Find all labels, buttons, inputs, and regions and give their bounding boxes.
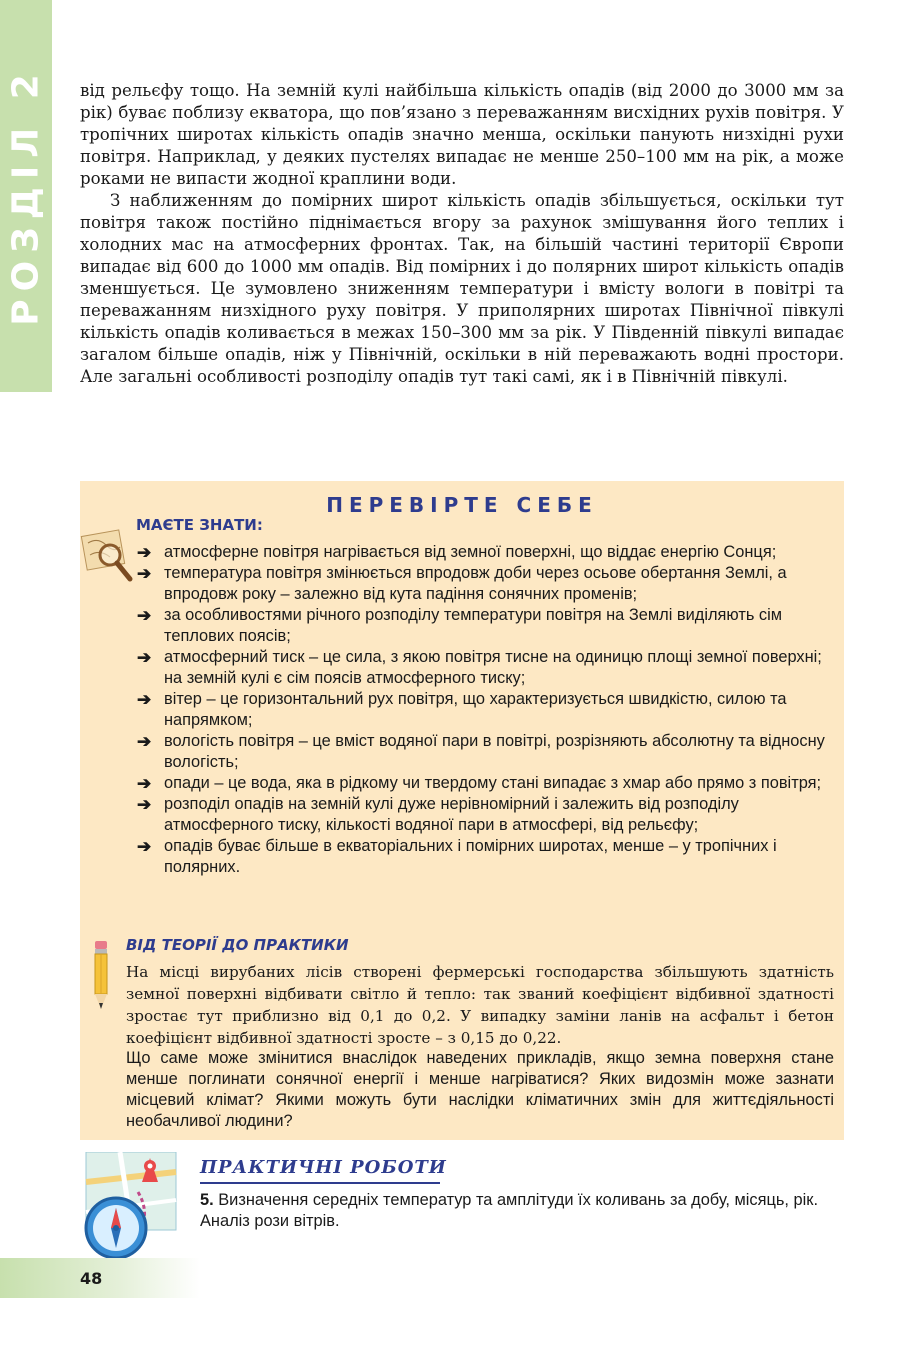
list-item: ➔ атмосферний тиск – це сила, з якою повітря тисне на одиницю площі земної поверхні; на земній кулі є сім поясів атмосферного тиску; <box>137 648 822 687</box>
work-description: Визначення середніх температур та амплітуди їх коливань за добу, місяць, рік. Аналіз рози вітрів. <box>200 1191 818 1230</box>
list-item: ➔ опадів буває більше в екваторіальних і помірних широтах, менше – у тропічних і полярних. <box>137 837 777 876</box>
know-list <box>136 542 834 878</box>
arrow-icon: ➔ <box>137 690 152 709</box>
paragraph-2: З наближенням до помірних широт кількість опадів збільшується, оскільки тут повітря також постійно піднімається вгору за рахунок змішування його теплих і холодних мас на атмосферних фронтах. Так, на більшій частині території Європи випадає від 600 до 1000 мм опадів. Від помірних і до полярних широт кількість опадів зменшується. Це зумовлено зниженням температури і вмісту вологи в повітрі та переважанням низхідного руху повітря. У приполярних широтах Північної півкулі кількість опадів коливається в межах 150–300 мм за рік. У Південній півкулі випадає загалом більше опадів, ніж у Північній, оскільки в ній переважають водні простори. Але загальні особливості розподілу опадів тут такі самі, як і в Північній півкулі. <box>80 191 844 386</box>
paragraph-1: від рельєфу тощо. На земній кулі найбільша кількість опадів (від 2000 до 3000 мм за рік) буває поблизу екватора, що пов’язано з переважанням висхідних рухів повітря. У тропічних широтах кількість опадів значно менша, оскільки панують низхідні рухи повітря. Наприклад, у деяких пустелях випадає не менше 250–100 мм на рік, а може роками не випасти жодної краплини води. <box>80 81 844 188</box>
list-item: ➔ атмосферне повітря нагрівається від земної поверхні, що віддає енергію Сонця; <box>137 543 777 562</box>
list-item: ➔ за особливостями річного розподілу температури повітря на Землі виділяють сім теплових поясів; <box>137 606 783 645</box>
check-yourself-title: ПЕРЕВІРТЕ СЕБЕ <box>326 493 598 517</box>
section-tab <box>0 0 52 392</box>
arrow-icon: ➔ <box>137 543 152 562</box>
page-number: 48 <box>80 1269 103 1288</box>
arrow-icon: ➔ <box>137 732 152 751</box>
practice-paragraph-1: На місці вирубаних лісів створені фермерські господарства збільшують здатність земної поверхні відбивати світло й тепло: так званий коефіцієнт відбивної здатності зростає тут приблизно від 0,1 до 0,2. У випадку заміни ланів на асфальт і бетон коефіцієнт відбивної здатності зросте – з 0,15 до 0,22. <box>126 963 834 1047</box>
practice-heading: ВІД ТЕОРІЇ ДО ПРАКТИКИ <box>126 936 349 954</box>
arrow-icon: ➔ <box>137 606 152 625</box>
practice-paragraph-2: Що саме може змінитися внаслідок наведених прикладів, якщо земна поверхня стане менше поглинати сонячної енергії і менше нагріватися? Яких видозмін може зазнати місцевий клімат? Якими можуть бути наслідки кліматичних змін для життєдіяльності необачливої людини? <box>126 1049 834 1130</box>
arrow-icon: ➔ <box>137 648 152 667</box>
list-item: ➔ температура повітря змінюється впродовж доби через осьове обертання Землі, а впродовж року – залежно від кута падіння сонячних променів; <box>137 564 787 603</box>
list-item: ➔ розподіл опадів на земній кулі дуже нерівномірний і залежить від розподілу атмосферного тиску, кількості водяної пари в атмосфері, від рельєфу; <box>137 795 739 834</box>
list-item: ➔ вологість повітря – це вміст водяної пари в повітрі, розрізняють абсолютну та відносну вологість; <box>137 732 825 771</box>
work-number: 5. <box>200 1191 214 1209</box>
arrow-icon: ➔ <box>137 837 152 856</box>
main-text <box>80 80 844 388</box>
list-item: ➔ вітер – це горизонтальний рух повітря, що характеризується швидкістю, силою та напрямком; <box>137 690 787 729</box>
map-compass-icon <box>80 1152 180 1264</box>
arrow-icon: ➔ <box>137 795 152 814</box>
practical-works-underline <box>200 1182 440 1184</box>
arrow-icon: ➔ <box>137 774 152 793</box>
arrow-icon: ➔ <box>137 564 152 583</box>
check-yourself-box <box>80 481 844 1140</box>
practical-works-title: ПРАКТИЧНІ РОБОТИ <box>200 1157 447 1178</box>
section-tab-label: РОЗДІЛ 2 <box>5 66 47 326</box>
know-heading: МАЄТЕ ЗНАТИ: <box>136 516 263 534</box>
pencil-icon <box>86 939 116 1013</box>
map-magnifier-icon <box>80 523 136 591</box>
list-item: ➔ опади – це вода, яка в рідкому чи твердому стані випадає з хмар або прямо з повітря; <box>137 774 822 793</box>
practical-works-item <box>200 1190 844 1232</box>
